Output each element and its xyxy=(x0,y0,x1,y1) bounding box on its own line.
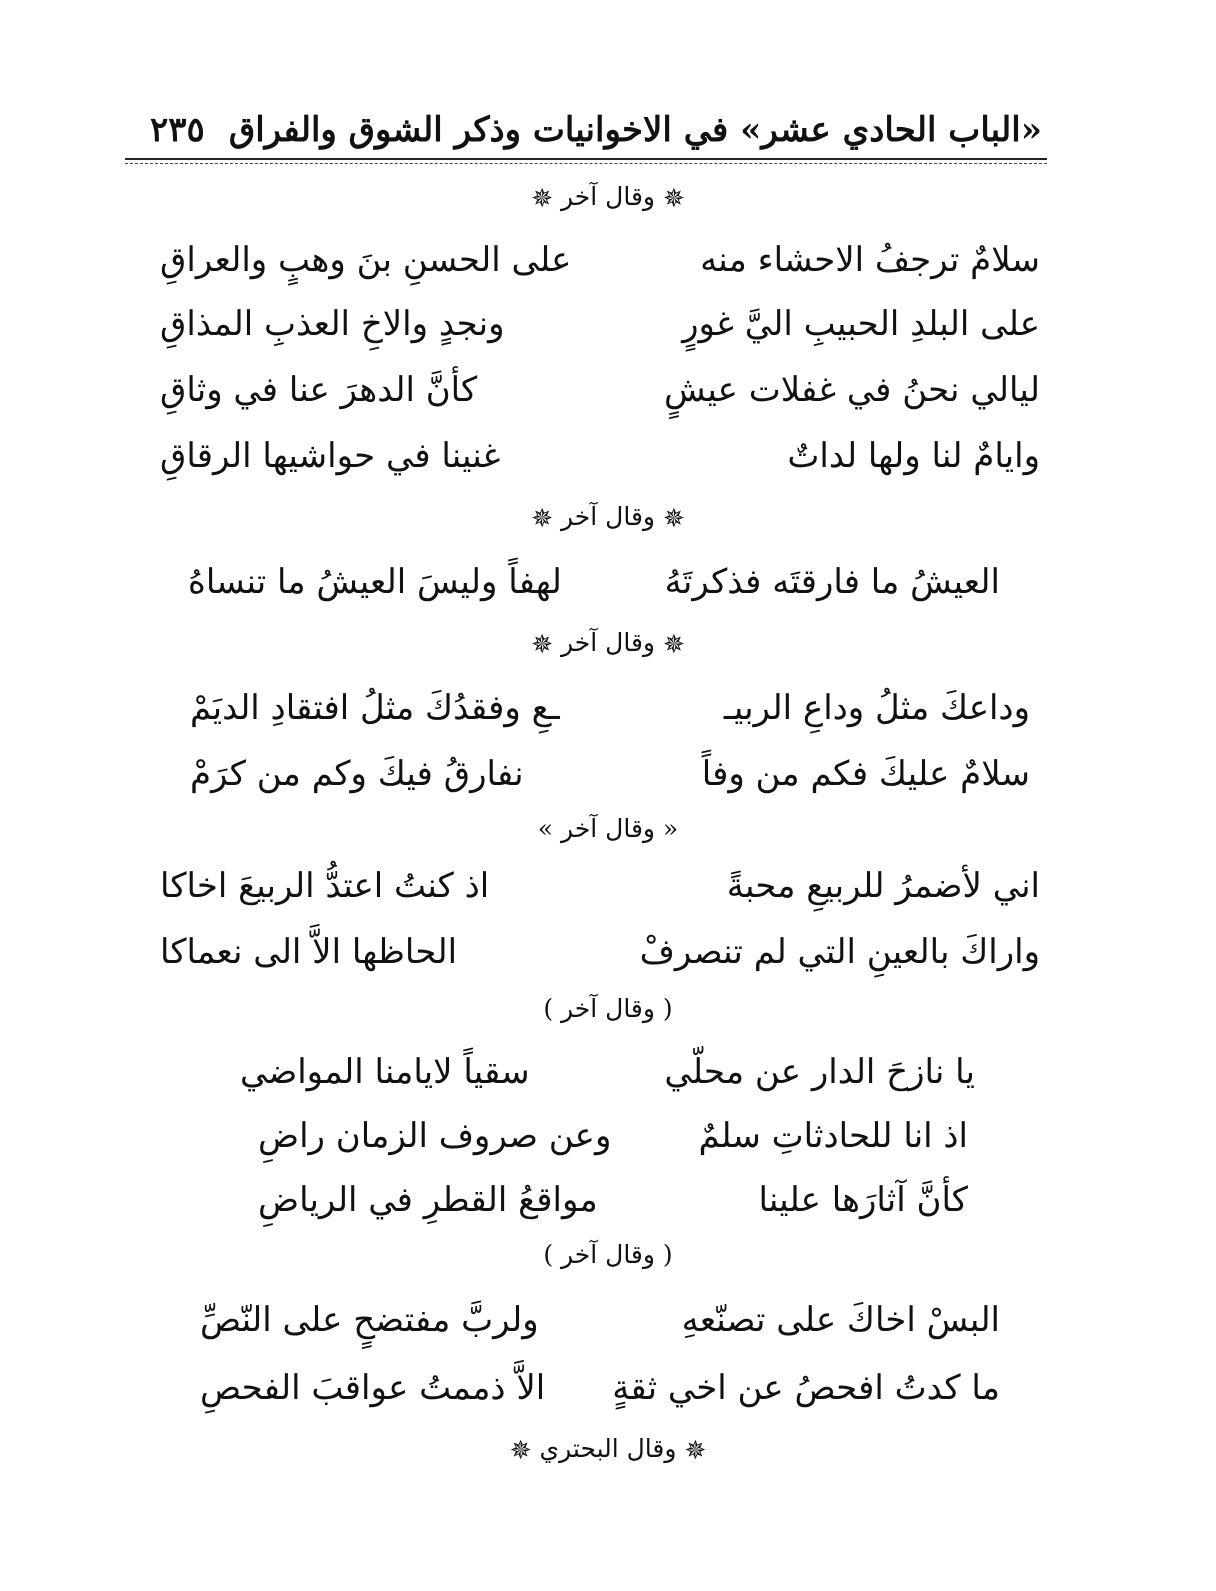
verse-second-hemistich: كأنَّ الدهرَ عنا في وثاقِ xyxy=(160,370,478,410)
section-heading xyxy=(0,1434,1216,1466)
verse-first-hemistich: يا نازحَ الدار عن محلّي xyxy=(664,1052,975,1092)
verse-first-hemistich: وايامٌ لنا ولها لداتٌ xyxy=(787,436,1040,476)
verse-second-hemistich: سقياً لايامنا المواضي xyxy=(240,1052,530,1092)
verse-first-hemistich: اذ انا للحادثاتِ سلمٌ xyxy=(698,1116,968,1156)
page-number: ٢٣٥ xyxy=(150,110,205,150)
verse-first-hemistich: ليالي نحنُ في غفلات عيشٍ xyxy=(664,370,1040,410)
section-heading xyxy=(0,182,1216,214)
verse-second-hemistich: ونجدٍ والاخِ العذبِ المذاقِ xyxy=(160,304,505,344)
verse-first-hemistich: العيشُ ما فارقتَه فذكرتَهُ xyxy=(664,562,1000,602)
verse-second-hemistich: الحاظها الاَّ الى نعماكا xyxy=(160,932,458,972)
section-heading xyxy=(0,814,1216,843)
verse-second-hemistich: وعن صروف الزمان راضِ xyxy=(258,1116,612,1156)
star-ornament-icon: ✵ xyxy=(531,629,554,660)
verse-second-hemistich: نفارقُ فيكَ وكم من كرَمْ xyxy=(190,754,524,794)
verse-second-hemistich: لهفاً وليسَ العيشُ ما تنساهُ xyxy=(188,562,562,602)
verse-line xyxy=(160,240,1040,280)
running-header xyxy=(150,102,1042,158)
heading-text: ( وقال آخر ) xyxy=(543,994,673,1023)
star-ornament-icon: ✵ xyxy=(684,1435,707,1466)
verse-first-hemistich: سلامٌ عليكَ فكم من وفاً xyxy=(701,754,1030,794)
verse-line xyxy=(190,688,1030,728)
verse-first-hemistich: سلامٌ ترجفُ الاحشاء منه xyxy=(700,240,1040,280)
section-heading xyxy=(0,502,1216,534)
verse-line xyxy=(188,562,1000,602)
verse-line xyxy=(160,304,1040,344)
verse-second-hemistich: على الحسنِ بنَ وهبٍ والعراقِ xyxy=(160,240,572,280)
star-ornament-icon: ✵ xyxy=(509,1435,532,1466)
verse-second-hemistich: ـعِ وفقدُكَ مثلُ افتقادِ الديَمْ xyxy=(190,688,560,728)
verse-line xyxy=(240,1052,975,1092)
verse-line xyxy=(190,754,1030,794)
verse-first-hemistich: البسْ اخاكَ على تصنّعهِ xyxy=(681,1300,1000,1340)
star-ornament-icon: ✵ xyxy=(531,503,554,534)
star-ornament-icon: ✵ xyxy=(662,629,685,660)
verse-second-hemistich: غنينا في حواشيها الرقاقِ xyxy=(160,436,501,476)
verse-line xyxy=(160,932,1040,972)
verse-line xyxy=(258,1180,968,1220)
heading-text: وقال آخر xyxy=(561,628,655,657)
header-rule xyxy=(125,158,1047,160)
star-ornament-icon: ✵ xyxy=(662,503,685,534)
star-ornament-icon: ✵ xyxy=(531,183,554,214)
section-heading xyxy=(0,994,1216,1023)
verse-line xyxy=(160,866,1040,906)
verse-second-hemistich: الاَّ ذممتُ عواقبَ الفحصِ xyxy=(200,1368,546,1408)
verse-second-hemistich: مواقعُ القطرِ في الرياضِ xyxy=(258,1180,598,1220)
heading-text: وقال البحتري xyxy=(539,1434,677,1463)
verse-line xyxy=(160,436,1040,476)
verse-first-hemistich: وداعكَ مثلُ وداعِ الربيـ xyxy=(723,688,1030,728)
heading-text: ( وقال آخر ) xyxy=(543,1240,673,1269)
verse-first-hemistich: على البلدِ الحبيبِ اليَّ غورٍ xyxy=(682,304,1040,344)
section-heading xyxy=(0,628,1216,660)
verse-line xyxy=(200,1368,1000,1408)
verse-second-hemistich: اذ كنتُ اعتدُّ الربيعَ اخاكا xyxy=(160,866,490,906)
verse-first-hemistich: كأنَّ آثارَها علينا xyxy=(758,1180,968,1220)
heading-text: وقال آخر xyxy=(561,502,655,531)
heading-text: « وقال آخر » xyxy=(537,814,679,843)
verse-line xyxy=(160,370,1040,410)
verse-line xyxy=(200,1300,1000,1340)
heading-text: وقال آخر xyxy=(561,182,655,211)
verse-first-hemistich: ما كدتُ افحصُ عن اخي ثقةٍ xyxy=(612,1368,1000,1408)
verse-second-hemistich: ولربَّ مفتضحٍ على النّصِّ xyxy=(200,1300,539,1340)
chapter-title: «الباب الحادي عشر» في الاخوانيات وذكر الشوق والفراق xyxy=(228,110,1042,150)
verse-line xyxy=(258,1116,968,1156)
star-ornament-icon: ✵ xyxy=(662,183,685,214)
section-heading xyxy=(0,1240,1216,1269)
verse-first-hemistich: اني لأضمرُ للربيعِ محبةً xyxy=(726,866,1040,906)
header-rule-dashed xyxy=(125,163,1047,164)
verse-first-hemistich: واراكَ بالعينِ التي لم تنصرفْ xyxy=(639,932,1040,972)
